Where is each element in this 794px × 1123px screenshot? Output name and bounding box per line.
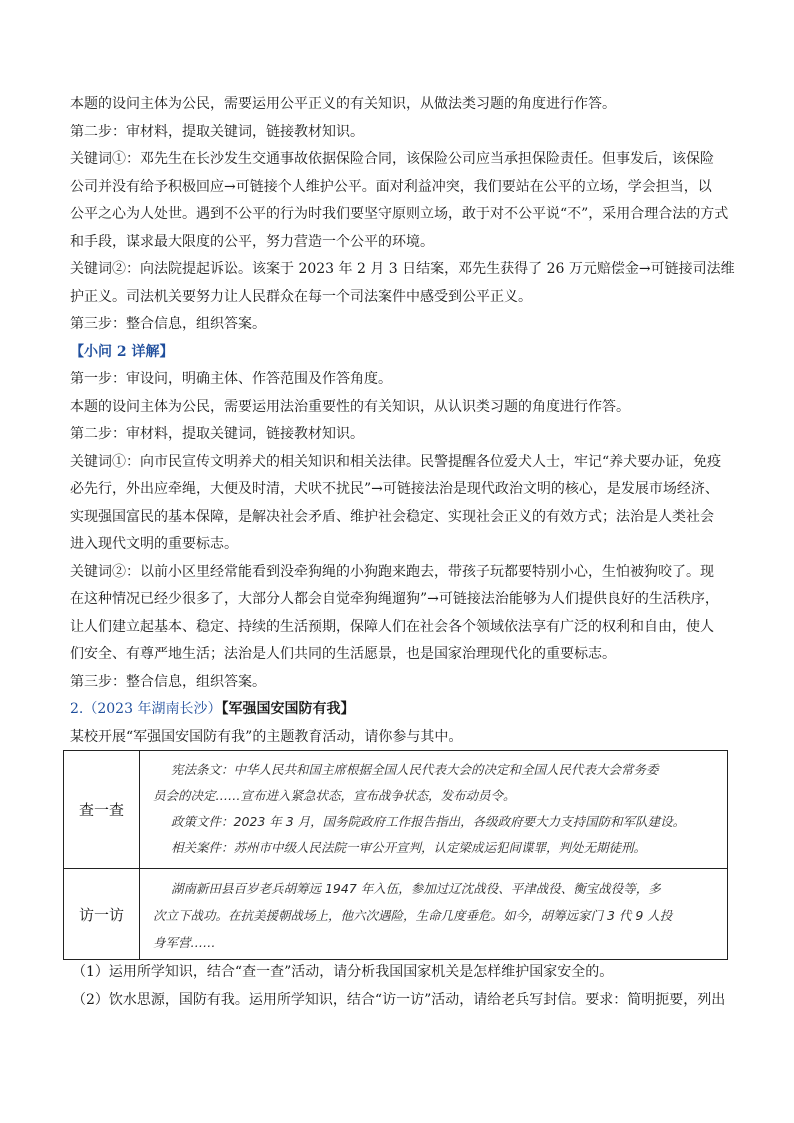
text-line: 实现强国富民的基本保障，是解决社会矛盾、维护社会稳定、实现社会正义的有效方式；法治是人类社会 bbox=[70, 508, 714, 525]
text-line: 次立下战功。在抗美援朝战场上，他六次遇险，生命几度垂危。如今，胡筹远家门 3 代 9 人投 bbox=[153, 908, 673, 923]
text-line: 护正义。司法机关要努力让人民群众在每一个司法案件中感受到公平正义。 bbox=[70, 288, 532, 305]
question-2-title bbox=[70, 696, 738, 724]
question-number: 2. bbox=[70, 701, 84, 717]
text-line: 第三步：整合信息，组织答案。 bbox=[70, 673, 266, 690]
row-content-visit bbox=[141, 869, 727, 959]
row-label-check: 查一查 bbox=[64, 751, 140, 868]
text-line: 相关案件：苏州市中级人民法院一审公开宣判，认定梁成运犯间谍罪，判处无期徒刑。 bbox=[171, 840, 647, 855]
text-line: 员会的决定……宣布进入紧急状态，宣布战争状态，发布动员令。 bbox=[153, 788, 516, 803]
text-line: 们安全、有尊严地生活；法治是人们共同的生活愿景，也是国家治理现代化的重要标志。 bbox=[70, 646, 616, 662]
text-line: 关键词①：邓先生在长沙发生交通事故依据保险合同，该保险公司应当承担保险责任。但事发后，该保险 bbox=[70, 151, 714, 167]
question-topic: 【军强国安国防有我】 bbox=[221, 701, 355, 717]
sub-question-2: （2）饮水思源，国防有我。运用所学知识，结合“访一访”活动，请给老兵写封信。要求：简明扼要，列出 bbox=[72, 991, 726, 1008]
question-intro: 某校开展“军强国安国防有我”的主题教育活动，请你参与其中。 bbox=[70, 728, 463, 745]
text-line: 本题的设问主体为公民，需要运用公平正义的有关知识，从做法类习题的角度进行作答。 bbox=[70, 96, 616, 112]
row-content-check bbox=[141, 751, 727, 868]
text-line: 公司并没有给予积极回应→可链接个人维护公平。面对利益冲突，我们要站在公平的立场，学会担当，以 bbox=[70, 178, 712, 195]
text-line: 第二步：审材料，提取关键词，链接教材知识。 bbox=[70, 123, 364, 140]
table-row bbox=[64, 869, 727, 959]
text-line: 湖南新田县百岁老兵胡筹远 1947 年入伍，参加过辽沈战役、平津战役、衡宝战役等，多 bbox=[171, 881, 661, 896]
text-line: 宪法条文：中华人民共和国主席根据全国人民代表大会的决定和全国人民代表大会常务委 bbox=[171, 762, 659, 777]
text-line: 在这种情况已经少很多了，大部分人都会自觉牵狗绳遛狗”→可链接法治能够为人们提供良好的生活秩序， bbox=[70, 591, 719, 607]
sub-question-1: （1）运用所学知识，结合“查一查”活动，请分析我国国家机关是怎样维护国家安全的。 bbox=[72, 964, 614, 980]
text-line: 关键词①：向市民宣传文明养犬的相关知识和相关法律。民警提醒各位爱犬人士，牢记“养犬要办证，免疫 bbox=[70, 453, 722, 470]
row-label-visit: 访一访 bbox=[64, 869, 140, 959]
text-line: 关键词②：向法院提起诉讼。该案于 2023 年 2 月 3 日结案，邓先生获得了 26 万元赔偿金→可链接司法维 bbox=[70, 261, 735, 277]
answer-analysis-subq1 bbox=[70, 91, 738, 751]
sub-questions bbox=[72, 959, 740, 1014]
text-line: 关键词②：以前小区里经常能看到没牵狗绳的小狗跑来跑去，带孩子玩都要特别小心，生怕被狗咬了。现 bbox=[70, 563, 714, 580]
text-line: 和手段，谋求最大限度的公平，努力营造一个公平的环境。 bbox=[70, 233, 434, 250]
text-line: 第二步：审材料，提取关键词，链接教材知识。 bbox=[70, 426, 364, 442]
text-line: 身军营…… bbox=[153, 935, 216, 950]
activity-table bbox=[63, 750, 728, 960]
subquestion-2-heading: 【小问 2 详解】 bbox=[70, 343, 174, 360]
text-line: 必先行，外出应牵绳，大便及时清，犬吠不扰民”→可链接法治是现代政治文明的核心，是发展市场经济、 bbox=[70, 481, 719, 497]
text-line: 政策文件：2023 年 3 月，国务院政府工作报告指出，各级政府要大力支持国防和军队建设。 bbox=[171, 814, 686, 829]
text-line: 第一步：审设问，明确主体、作答范围及作答角度。 bbox=[70, 371, 392, 387]
text-line: 本题的设问主体为公民，需要运用法治重要性的有关知识，从认识类习题的角度进行作答。 bbox=[70, 398, 630, 415]
text-line: 第三步：整合信息，组织答案。 bbox=[70, 316, 266, 332]
text-line: 让人们建立起基本、稳定、持续的生活预期，保障人们在社会各个领域依法享有广泛的权利和自由，使人 bbox=[70, 618, 714, 635]
question-source: （2023 年湖南长沙） bbox=[83, 701, 222, 717]
text-line: 公平之心为人处世。遇到不公平的行为时我们要坚守原则立场，敢于对不公平说“不”，采用合理合法的方式 bbox=[70, 206, 729, 222]
text-line: 进入现代文明的重要标志。 bbox=[70, 536, 238, 552]
table-row bbox=[64, 751, 727, 869]
